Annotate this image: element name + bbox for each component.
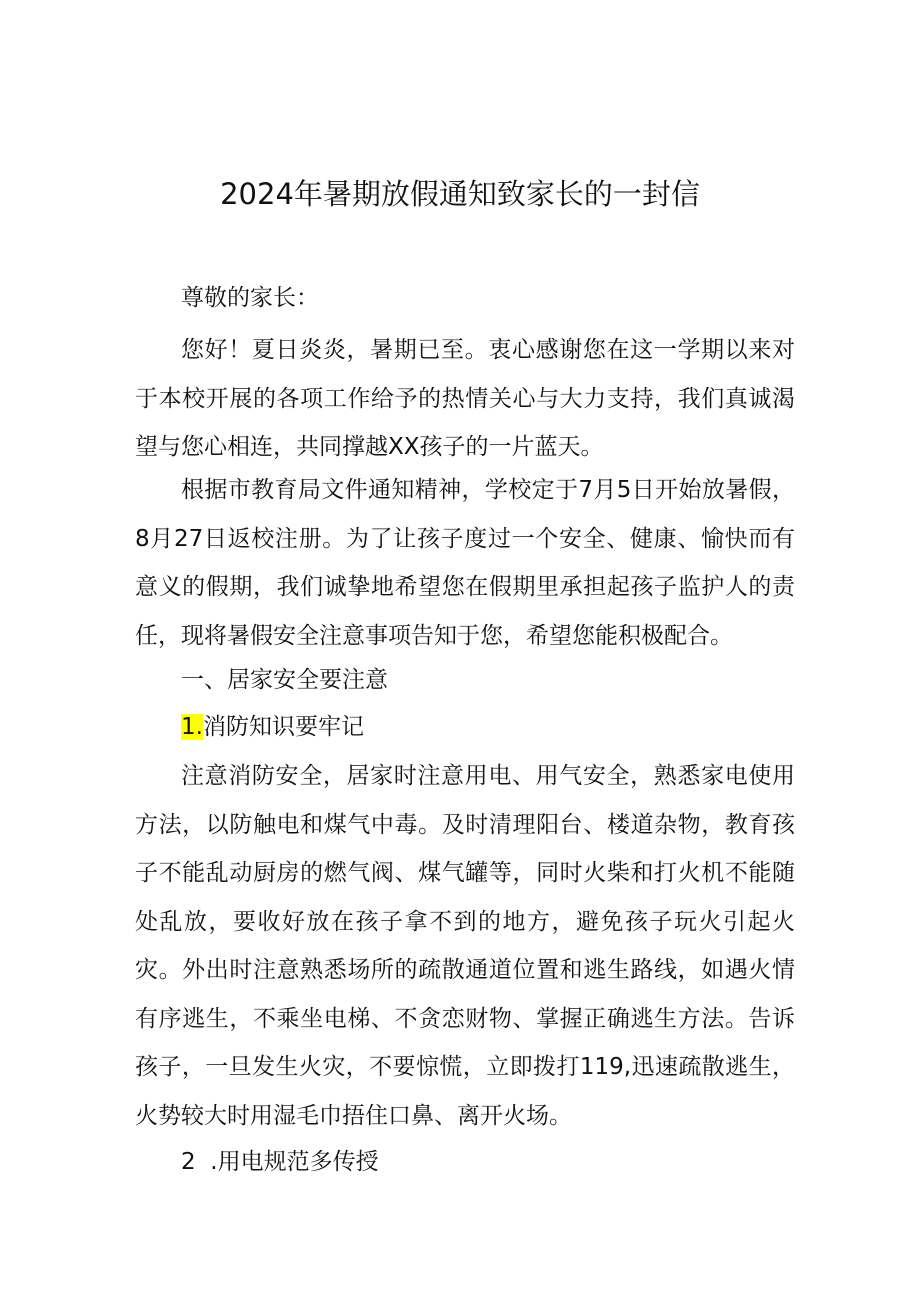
paragraph-greeting: [135, 326, 795, 472]
paragraph-3: 注意消防安全，居家时注意用电、用气安全，熟悉家电使用方法，以防触电和煤气中毒。及时清理阳台、楼道杂物，教育孩子不能乱动厨房的燃气阀、煤气罐等，同时火柴和打火机不能随处乱放，要收好放在孩子拿不到的地方，避免孩子玩火引起火灾。外出时注意熟悉场所的疏散通道位置和逃生路线，如遇火情有序逃生，不乘坐电梯、不贪恋财物、掌握正确逃生方法。告诉孩子，一旦发生火灾，不要惊慌，立即拨打119,迅速疏散逃生，火势较大时用湿毛巾捂住口鼻、离开火场。: [135, 763, 795, 1129]
paragraph-fire-safety: [135, 752, 795, 1140]
paragraph-2: 根据市教育局文件通知精神，学校定于7月5日开始放暑假，8月27日返校注册。为了让孩子度过一个安全、健康、愉快而有意义的假期，我们诚挚地希望您在假期里承担起孩子监护人的责任，现将暑假安全注意事项告知于您，希望您能积极配合。: [135, 477, 795, 649]
salutation: 尊敬的家长：: [181, 285, 319, 311]
item-2-heading: 2 .用电规范多传授: [181, 1149, 379, 1175]
document-title: 2024年暑期放假通知致家长的一封信: [220, 177, 700, 211]
item-1-heading: [181, 707, 364, 747]
paragraph-notice: [135, 466, 795, 660]
item-1-title: 消防知识要牢记: [202, 714, 364, 740]
paragraph-1: 您好！夏日炎炎，暑期已至。衷心感谢您在这一学期以来对于本校开展的各项工作给予的热情关心与大力支持，我们真诚渴望与您心相连，共同撑越XX孩子的一片蓝天。: [135, 337, 795, 460]
item-1-number: 1.: [181, 714, 203, 740]
section-1-heading: 一、居家安全要注意: [181, 667, 388, 693]
